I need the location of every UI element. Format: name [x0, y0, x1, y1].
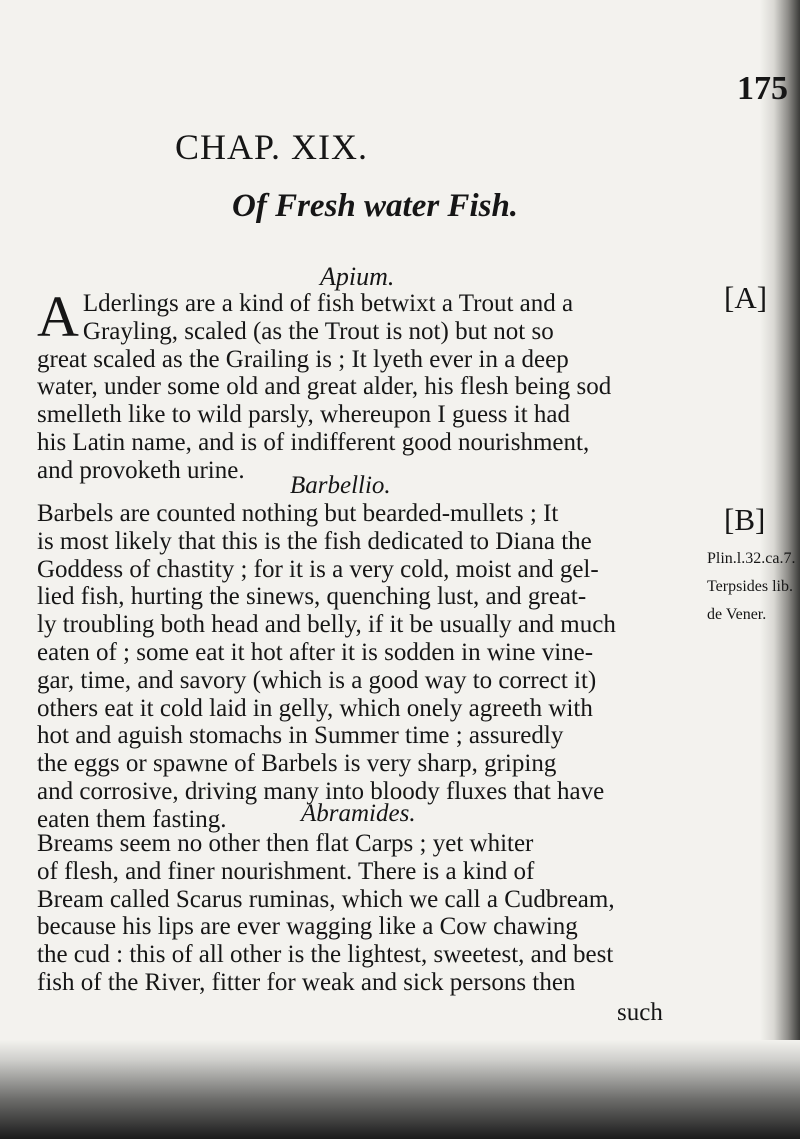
text-line: lied fish, hurting the sinews, quenching lust, and great-: [37, 583, 587, 611]
text-line: the eggs or spawne of Barbels is very sharp, griping: [37, 750, 557, 778]
page-number: 175: [737, 70, 788, 107]
text-line: smelleth like to wild parsly, whereupon I guess it had: [37, 401, 570, 429]
margin-citation: [707, 545, 795, 629]
paragraph-barbels: [37, 500, 707, 834]
paragraph-alderlings: [37, 284, 707, 485]
text-line: gar, time, and savory (which is a good way to correct it): [37, 666, 597, 694]
text-line: Grayling, scaled (as the Trout is not) but not so: [82, 317, 554, 345]
page-bottom-shadow: [0, 1040, 800, 1139]
text-line: Lderlings are a kind of fish betwixt a Trout and a: [82, 290, 574, 317]
citation-line: Plin.l.32.ca.7.: [707, 550, 796, 567]
text-line: water, under some old and great alder, his flesh being sod: [37, 373, 612, 401]
margin-marker-b: [B]: [724, 502, 766, 537]
text-line: others eat it cold laid in gelly, which onely agreeth with: [37, 694, 593, 722]
text-line: the cud : this of all other is the lightest, sweetest, and best: [37, 941, 614, 969]
text-line: hot and aguish stomachs in Summer time ; assuredly: [37, 722, 564, 750]
text-line: Goddess of chastity ; for it is a very cold, moist and gel-: [37, 555, 599, 583]
text-line: great scaled as the Grailing is ; It lyeth ever in a deep: [37, 345, 569, 373]
section-heading-barbellio: Barbellio.: [290, 472, 391, 499]
citation-line: de Vener.: [707, 606, 767, 623]
text-line: Breams seem no other then flat Carps ; yet whiter: [37, 830, 534, 857]
text-line: of flesh, and finer nourishment. There is a kind of: [37, 857, 535, 885]
text-line: eaten them fasting.: [37, 805, 227, 833]
section-heading-abramides: Abramides.: [301, 800, 416, 827]
catchword: such: [617, 999, 663, 1026]
text-line: Barbels are counted nothing but bearded-mullets ; It: [37, 500, 559, 527]
margin-marker-a: [A]: [724, 280, 768, 315]
chapter-heading: CHAP. XIX.: [175, 127, 369, 167]
text-line: eaten of ; some eat it hot after it is sodden in wine vine-: [37, 638, 594, 666]
text-line: his Latin name, and is of indifferent good nourishment,: [37, 428, 590, 456]
text-line: and provoketh urine.: [37, 456, 245, 484]
text-line: because his lips are ever wagging like a Cow chawing: [37, 913, 578, 941]
text-line: is most likely that this is the fish dedicated to Diana the: [37, 527, 592, 555]
text-line: fish of the River, fitter for weak and sick persons then: [37, 968, 576, 996]
text-line: and corrosive, driving many into bloody fluxes that have: [37, 777, 605, 805]
chapter-subtitle: Of Fresh water Fish.: [232, 188, 519, 224]
drop-cap: A: [37, 284, 79, 349]
paragraph-breams: [37, 830, 707, 997]
text-line: ly troubling both head and belly, if it be usually and much: [37, 611, 616, 639]
section-heading-apium: Apium.: [320, 262, 395, 291]
text-line: Bream called Scarus ruminas, which we call a Cudbream,: [37, 885, 615, 913]
citation-line: Terpsides lib.: [707, 578, 793, 595]
